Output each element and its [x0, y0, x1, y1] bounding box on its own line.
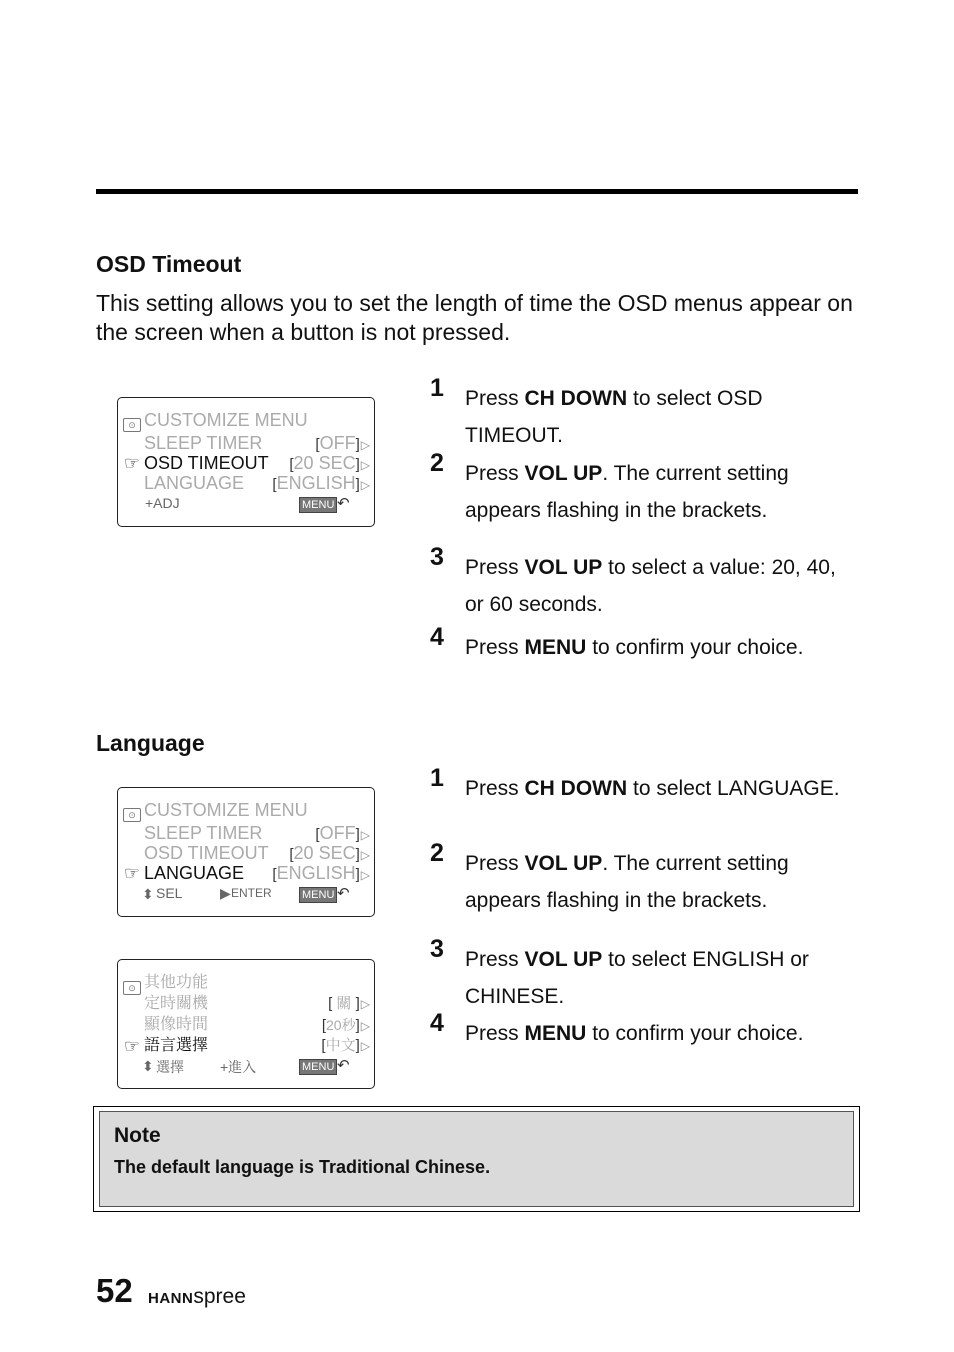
osd-row-value: 20 SEC — [293, 453, 356, 473]
osd-hint-adjust: +ADJ — [145, 495, 180, 511]
osd-row-label: OSD TIMEOUT — [144, 843, 269, 863]
camera-icon: ⊙ — [122, 800, 142, 820]
osd-row-value: 20 SEC — [293, 843, 356, 863]
osd-screen-language-english: ⊙ CUSTOMIZE MENU SLEEP TIMER [OFF]▷ OSD TIMEOUT [20 SEC]▷ ☞ LANGUAGE [ENGLISH]▷ ⬍ SEL ▶ ENTER MENU ↶ — [117, 787, 375, 917]
top-rule — [96, 189, 858, 194]
osd-row-value: 20秒 — [326, 1017, 356, 1033]
osd-row-label: LANGUAGE — [144, 473, 245, 493]
pointing-hand-icon: ☞ — [123, 453, 141, 473]
page-number: 52 — [96, 1272, 133, 1309]
menu-key-icon: MENU — [299, 887, 337, 903]
osd-row-value: OFF — [319, 823, 356, 843]
pointing-hand-icon: ☞ — [123, 863, 141, 883]
pointing-hand-icon: ☞ — [123, 1036, 141, 1056]
osd-title: 其他功能 — [144, 974, 209, 991]
osd-row-value: 中文 — [325, 1037, 356, 1054]
return-arrow-icon: ↶ — [337, 1057, 350, 1074]
camera-icon: ⊙ — [122, 973, 142, 993]
osd-row-label: SLEEP TIMER — [144, 433, 263, 453]
osd-row-value: ENGLISH — [276, 863, 356, 883]
camera-icon: ⊙ — [122, 410, 142, 430]
osd-hint-select: SEL — [156, 885, 183, 901]
osd-row-label: SLEEP TIMER — [144, 823, 263, 843]
osd-hint-enter: ENTER — [231, 886, 272, 900]
language-heading: Language — [96, 730, 205, 756]
osd-row-value: 關 — [336, 995, 352, 1012]
note-title: Note — [114, 1124, 161, 1147]
menu-key-icon: MENU — [299, 1059, 337, 1075]
osd-row-value: ENGLISH — [276, 473, 356, 493]
up-down-arrow-icon: ⬍ — [142, 886, 154, 902]
osd-row-value: OFF — [319, 433, 356, 453]
osd-row-label: 顯像時間 — [144, 1016, 209, 1033]
up-down-arrow-icon: ⬍ — [142, 1058, 154, 1074]
return-arrow-icon: ↶ — [337, 885, 350, 902]
brand-logo: HANNspree — [148, 1285, 246, 1308]
osd-timeout-heading: OSD Timeout — [96, 251, 242, 277]
osd-row-label-selected: LANGUAGE — [144, 863, 245, 883]
osd-title: CUSTOMIZE MENU — [144, 800, 308, 820]
return-arrow-icon: ↶ — [337, 495, 350, 512]
menu-key-icon: MENU — [299, 497, 337, 513]
osd-row-label-selected: OSD TIMEOUT — [144, 453, 269, 473]
osd-title: CUSTOMIZE MENU — [144, 410, 308, 430]
osd-hint-select: 選擇 — [156, 1059, 184, 1075]
osd-row-label-selected: 語言選擇 — [144, 1037, 209, 1054]
note-box — [93, 1106, 860, 1212]
osd-hint-enter: +進入 — [220, 1059, 257, 1075]
osd-row-label: 定時關機 — [144, 995, 209, 1012]
right-arrow-icon: ▶ — [220, 885, 231, 901]
osd-timeout-intro: This setting allows you to set the length of time the OSD menus appear on the screen when a button is not pressed. — [96, 290, 853, 345]
note-body: The default language is Traditional Chinese. — [114, 1157, 491, 1177]
osd-screen-osd-timeout: ⊙ CUSTOMIZE MENU SLEEP TIMER [OFF]▷ ☞ OSD TIMEOUT [20 SEC]▷ LANGUAGE [ENGLISH]▷ +ADJ MENU ↶ — [117, 397, 375, 527]
osd-screen-language-chinese: ⊙ 其他功能 定時關機 [ 關 ]▷ 顯像時間 [20秒]▷ ☞ 語言選擇 [中文]▷ ⬍ 選擇 +進入 MENU ↶ — [117, 959, 375, 1089]
